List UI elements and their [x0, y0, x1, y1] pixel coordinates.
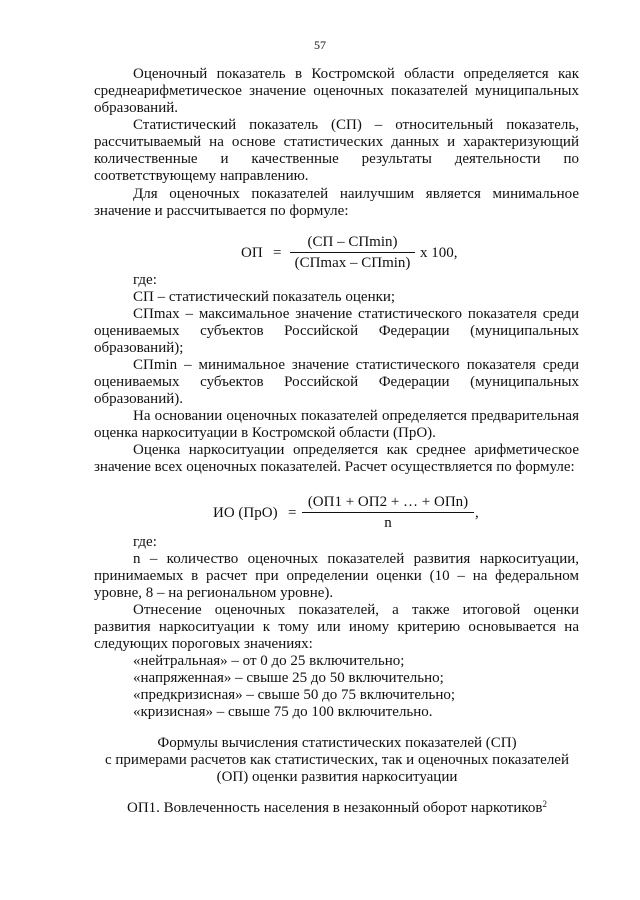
text-line: На основании оценочных показателей определяется предварительная	[133, 408, 579, 424]
definition-spmin-line: оцениваемых субъектов Российской Федерации (муниципальных	[94, 374, 579, 390]
definitions-io	[94, 534, 579, 721]
formula-multiplier: x 100,	[420, 245, 458, 261]
formula-lhs: ОП	[241, 245, 263, 261]
formula-equals: =	[273, 245, 282, 261]
definition-spmin-line: образований).	[94, 391, 183, 407]
paragraph-intro	[94, 66, 579, 117]
text-line: следующих пороговых значениях:	[94, 636, 313, 652]
formula-numerator: (ОП1 + ОП2 + … + ОПn)	[302, 494, 474, 513]
definition-spmax-line: СПmax – максимальное значение статистического показателя среди	[133, 306, 579, 322]
text-line: количественные и качественные результаты деятельности по	[94, 151, 579, 167]
definition-n-line: n – количество оценочных показателей развития наркоситуации,	[133, 551, 579, 567]
page-number: 57	[314, 38, 326, 52]
definitions-op	[94, 272, 579, 476]
text-line: рассчитываемый на основе статистических данных и характеризующий	[94, 134, 579, 150]
subheading-text: ОП1. Вовлеченность населения в незаконный оборот наркотиков	[127, 800, 543, 816]
definition-n-line: принимаемых в расчет при определении оценки (10 – на федеральном	[94, 568, 579, 584]
definition-spmin-line: СПmin – минимальное значение статистического показателя среди	[133, 357, 579, 373]
footnote-mark: 2	[542, 799, 547, 809]
text-line: значение всех оценочных показателей. Расчет осуществляется по формуле:	[94, 459, 575, 475]
text-line: значение и рассчитывается по формуле:	[94, 203, 349, 219]
paragraph-formula-intro	[94, 186, 579, 220]
text-line: оценка наркоситуации в Костромской области (ПрО).	[94, 425, 436, 441]
definition-n-line: уровне, 8 – на региональном уровне).	[94, 585, 334, 601]
heading-line: с примерами расчетов как статистических, так и оценочных показателей	[105, 752, 569, 768]
subheading-op1	[90, 800, 584, 817]
threshold-item: «нейтральная» – от 0 до 25 включительно;	[133, 653, 405, 669]
formula-suffix: ,	[475, 505, 479, 521]
formula-denominator: n	[384, 515, 392, 531]
formula-fraction	[290, 234, 415, 271]
text-line: Оценочный показатель в Костромской области определяется как	[133, 66, 579, 82]
paragraph-statistical-indicator	[94, 117, 579, 185]
threshold-item: «кризисная» – свыше 75 до 100 включительно.	[133, 704, 433, 720]
heading-line: Формулы вычисления статистических показателей (СП)	[157, 735, 517, 751]
definition-sp: СП – статистический показатель оценки;	[133, 289, 396, 305]
formula-equals: =	[288, 505, 297, 521]
text-line: соответствующему направлению.	[94, 168, 309, 184]
text-line: Оценка наркоситуации определяется как среднее арифметическое	[133, 442, 579, 458]
text-line: Статистический показатель (СП) – относительный показатель,	[133, 117, 579, 133]
definition-spmax-line: оцениваемых субъектов Российской Федерации (муниципальных	[94, 323, 579, 339]
text-line: среднеарифметическое значение оценочных показателей муниципальных	[94, 83, 579, 99]
formula-io	[0, 494, 640, 538]
text-line: развития наркоситуации к тому или иному критерию основывается на	[94, 619, 579, 635]
formula-numerator: (СП – СПmin)	[290, 234, 415, 253]
definition-spmax-line: образований);	[94, 340, 184, 356]
heading-line: (ОП) оценки развития наркоситуации	[216, 769, 458, 785]
formula-denominator: (СПmax – СПmin)	[294, 255, 411, 271]
where-label: где:	[133, 534, 157, 550]
text-line: Для оценочных показателей наилучшим является минимальное	[133, 186, 579, 202]
text-line: образований.	[94, 100, 179, 116]
where-label: где:	[133, 272, 157, 288]
section-heading	[90, 735, 584, 786]
threshold-item: «напряженная» – свыше 25 до 50 включительно;	[133, 670, 444, 686]
text-line: Отнесение оценочных показателей, а также итоговой оценки	[133, 602, 579, 618]
formula-fraction	[302, 494, 474, 531]
threshold-item: «предкризисная» – свыше 50 до 75 включительно;	[133, 687, 456, 703]
formula-lhs: ИО (ПрО)	[213, 505, 278, 521]
